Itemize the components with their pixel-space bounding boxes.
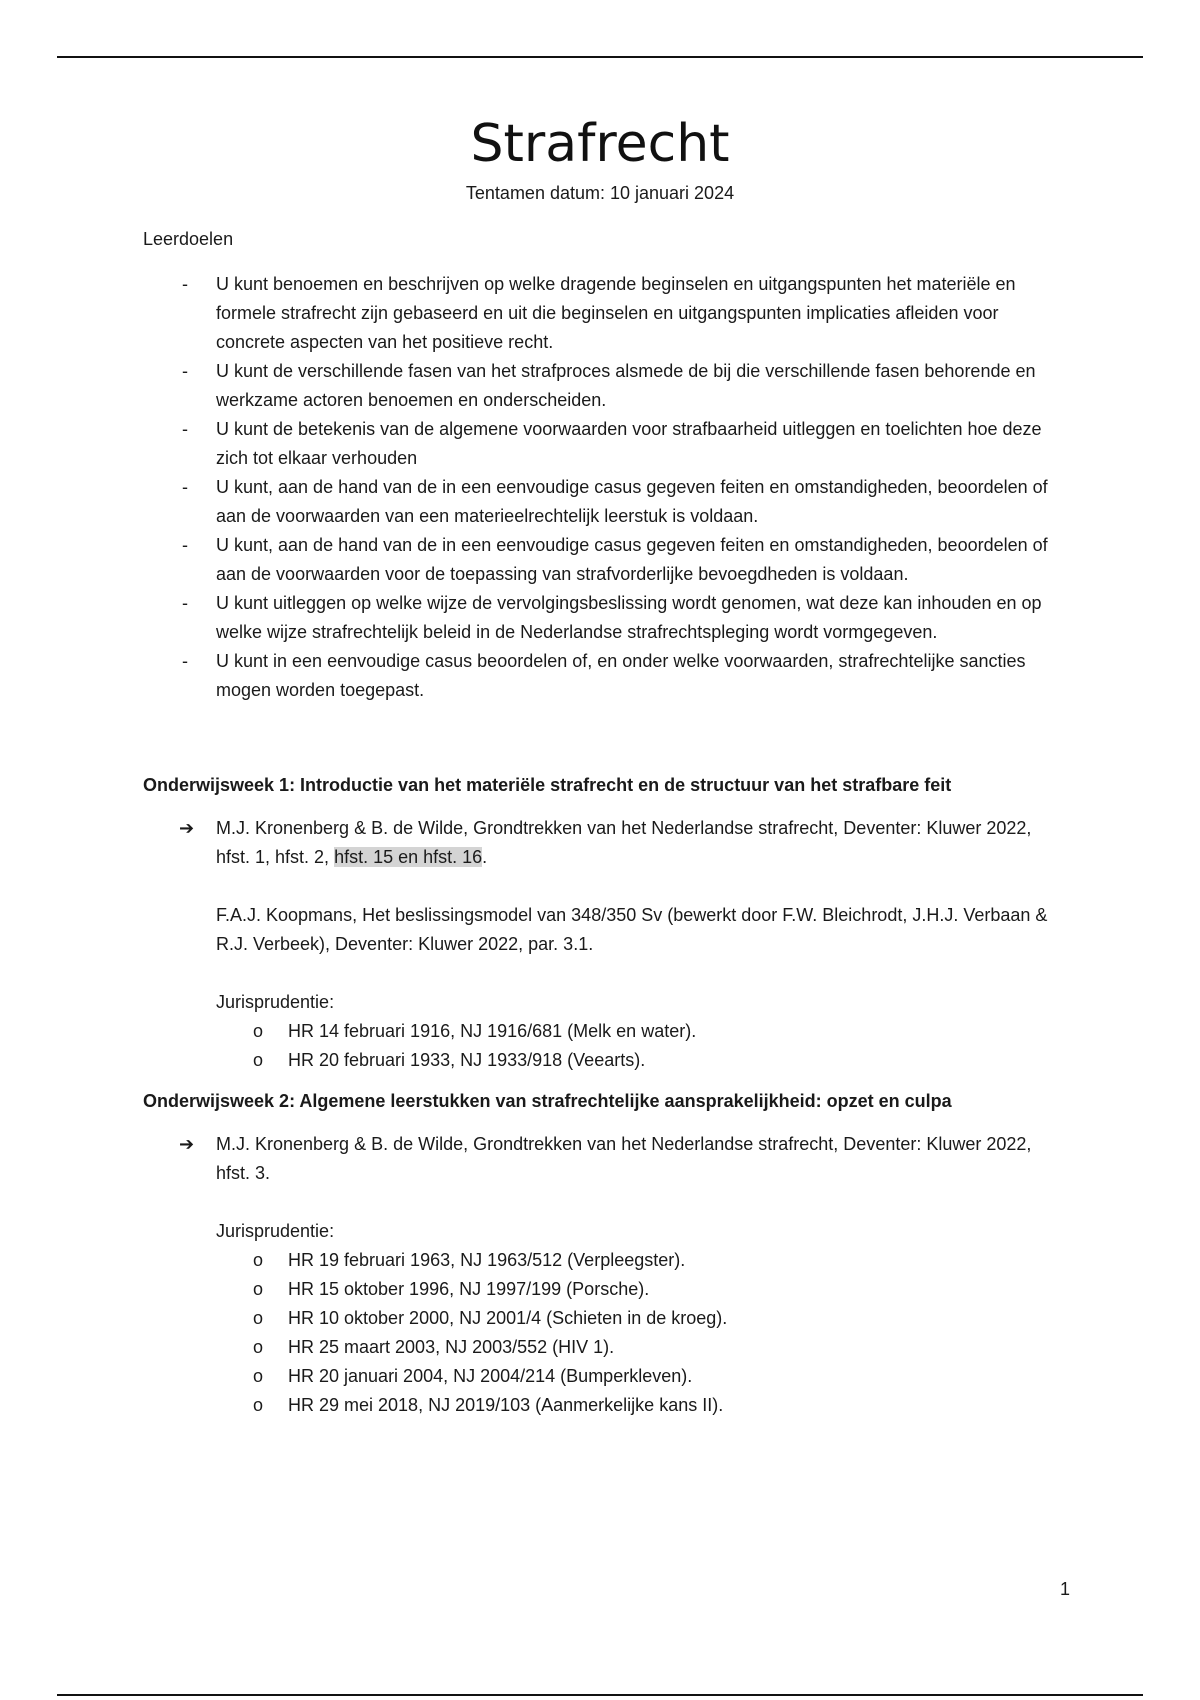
week-1-literature (143, 814, 1063, 1017)
week-1-heading: Onderwijsweek 1: Introductie van het materiële strafrecht en de structuur van het strafbare feit (143, 775, 952, 795)
list-item: - U kunt de verschillende fasen van het strafproces alsmede de bij die verschillende fasen behorende en werkzame actoren benoemen en onderscheiden. (143, 357, 1063, 415)
circle-bullet: o (253, 1395, 264, 1415)
header-rule (57, 56, 1143, 58)
list-item: - U kunt uitleggen op welke wijze de vervolgingsbeslissing wordt genomen, wat deze kan inhouden en op welke wijze strafrechtelijk beleid in de Nederlandse strafrechtspleging wordt vormgegeven. (143, 589, 1063, 647)
dash-bullet: - (182, 419, 188, 439)
dash-bullet: - (182, 361, 188, 381)
dash-bullet: - (182, 477, 188, 497)
list-item: - U kunt, aan de hand van de in een eenvoudige casus gegeven feiten en omstandigheden, beoordelen of aan de voorwaarden van een materieelrechtelijk leerstuk is voldaan. (143, 473, 1063, 531)
list-item: o HR 20 januari 2004, NJ 2004/214 (Bumperkleven). (216, 1362, 1063, 1391)
document-body (143, 225, 1063, 1420)
list-item: - U kunt de betekenis van de algemene voorwaarden voor strafbaarheid uitleggen en toelichten hoe deze zich tot elkaar verhouden (143, 415, 1063, 473)
circle-bullet: o (253, 1250, 264, 1270)
week-2-literature (143, 1130, 1063, 1246)
page-number: 1 (1059, 1579, 1070, 1599)
week-2-jurisprudentie-label: Jurisprudentie: (216, 1221, 335, 1241)
week-1-literature-item-2: F.A.J. Koopmans, Het beslissingsmodel van 348/350 Sv (bewerkt door F.W. Bleichrodt, J.H.J. Verbaan & R.J. Verbeek), Deventer: Kluwer 2022, par. 3.1. (216, 905, 1048, 954)
document-title: Strafrecht (470, 114, 730, 174)
circle-bullet: o (253, 1050, 264, 1070)
week-2-heading: Onderwijsweek 2: Algemene leerstukken van strafrechtelijke aansprakelijkheid: opzet en culpa (143, 1091, 952, 1111)
week-1-literature-item-1: M.J. Kronenberg & B. de Wilde, Grondtrekken van het Nederlandse strafrecht, Deventer: Kluwer 2022, hfst. 1, hfst. 2, hfst. 15 en hfst. 16. (216, 818, 1032, 867)
highlighted-text: hfst. 15 en hfst. 16 (334, 847, 483, 867)
list-item: o HR 19 februari 1963, NJ 1963/512 (Verpleegster). (216, 1246, 1063, 1275)
list-item: o HR 29 mei 2018, NJ 2019/103 (Aanmerkelijke kans II). (216, 1391, 1063, 1420)
list-item: o HR 14 februari 1916, NJ 1916/681 (Melk en water). (216, 1017, 1063, 1046)
footer-rule (57, 1694, 1143, 1696)
list-item: - U kunt in een eenvoudige casus beoordelen of, en onder welke voorwaarden, strafrechtelijke sancties mogen worden toegepast. (143, 647, 1063, 705)
arrow-right-icon: ➔ (179, 818, 195, 838)
circle-bullet: o (253, 1021, 264, 1041)
list-item: - U kunt, aan de hand van de in een eenvoudige casus gegeven feiten en omstandigheden, beoordelen of aan de voorwaarden voor de toepassing van strafvorderlijke bevoegdheden is voldaan. (143, 531, 1063, 589)
leerdoelen-list (143, 270, 1063, 705)
list-item: o HR 25 maart 2003, NJ 2003/552 (HIV 1). (216, 1333, 1063, 1362)
circle-bullet: o (253, 1366, 264, 1386)
list-item: - U kunt benoemen en beschrijven op welke dragende beginselen en uitgangspunten het materiële en formele strafrecht zijn gebaseerd en uit die beginselen en uitgangspunten implicaties afleiden voor concrete aspecten van het positieve recht. (143, 270, 1063, 357)
dash-bullet: - (182, 651, 188, 671)
week-2-case-list (143, 1246, 1063, 1420)
leerdoelen-heading: Leerdoelen (143, 229, 234, 249)
circle-bullet: o (253, 1337, 264, 1357)
week-1-case-list (143, 1017, 1063, 1075)
dash-bullet: - (182, 274, 188, 294)
circle-bullet: o (253, 1308, 264, 1328)
arrow-right-icon: ➔ (179, 1134, 195, 1154)
list-item: o HR 10 oktober 2000, NJ 2001/4 (Schieten in de kroeg). (216, 1304, 1063, 1333)
exam-date: Tentamen datum: 10 januari 2024 (465, 183, 735, 203)
circle-bullet: o (253, 1279, 264, 1299)
week-1-jurisprudentie-label: Jurisprudentie: (216, 992, 335, 1012)
list-item: o HR 20 februari 1933, NJ 1933/918 (Veearts). (216, 1046, 1063, 1075)
dash-bullet: - (182, 593, 188, 613)
dash-bullet: - (182, 535, 188, 555)
list-item: o HR 15 oktober 1996, NJ 1997/199 (Porsche). (216, 1275, 1063, 1304)
week-2-literature-item-1: M.J. Kronenberg & B. de Wilde, Grondtrekken van het Nederlandse strafrecht, Deventer: Kluwer 2022, hfst. 3. (216, 1134, 1032, 1183)
